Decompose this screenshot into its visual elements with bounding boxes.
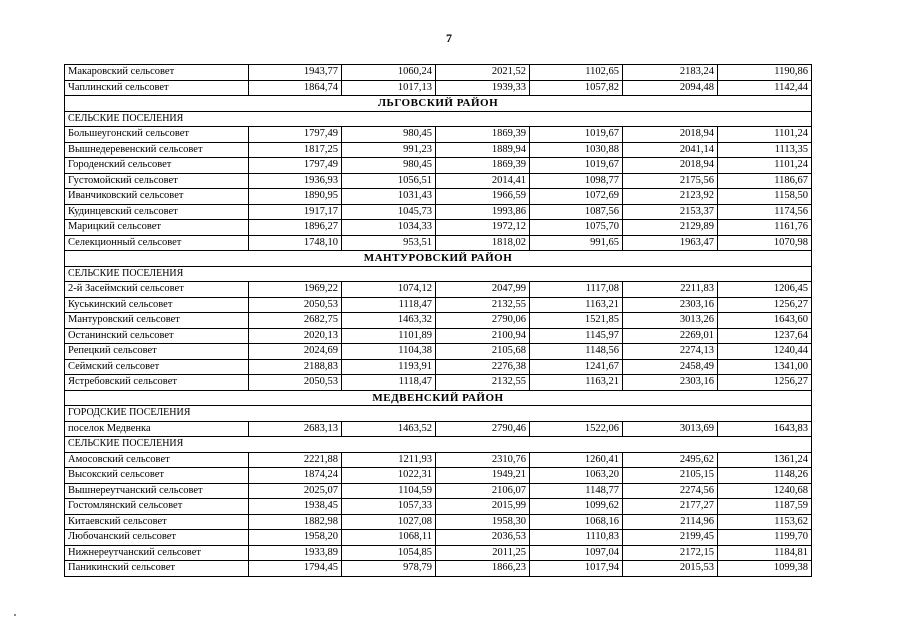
district-name: МЕДВЕНСКИЙ РАЙОН: [65, 390, 812, 406]
value-cell: 1030,88: [530, 142, 623, 158]
value-cell: 2269,01: [623, 328, 718, 344]
settlement-name: Марицкий сельсовет: [65, 220, 249, 236]
district-header-row: [65, 251, 812, 267]
value-cell: 1936,93: [249, 173, 342, 189]
value-cell: 2094,48: [623, 80, 718, 96]
value-cell: 1186,67: [718, 173, 812, 189]
value-cell: 2050,53: [249, 297, 342, 313]
table-row: [65, 561, 812, 577]
value-cell: 1193,91: [342, 359, 436, 375]
value-cell: 2303,16: [623, 375, 718, 391]
value-cell: 1017,94: [530, 561, 623, 577]
value-cell: 1163,21: [530, 297, 623, 313]
value-cell: 1104,59: [342, 483, 436, 499]
value-cell: 1240,68: [718, 483, 812, 499]
section-header-row: [65, 437, 812, 453]
value-cell: 2114,96: [623, 514, 718, 530]
value-cell: 2790,06: [436, 313, 530, 329]
value-cell: 2106,07: [436, 483, 530, 499]
value-cell: 1949,21: [436, 468, 530, 484]
value-cell: 1917,17: [249, 204, 342, 220]
value-cell: 2011,25: [436, 545, 530, 561]
value-cell: 1256,27: [718, 375, 812, 391]
value-cell: 953,51: [342, 235, 436, 251]
value-cell: 1034,33: [342, 220, 436, 236]
value-cell: 1260,41: [530, 452, 623, 468]
value-cell: 1969,22: [249, 282, 342, 298]
value-cell: 1101,89: [342, 328, 436, 344]
value-cell: 1211,93: [342, 452, 436, 468]
value-cell: 1963,47: [623, 235, 718, 251]
value-cell: 980,45: [342, 158, 436, 174]
value-cell: 1341,00: [718, 359, 812, 375]
value-cell: 1206,45: [718, 282, 812, 298]
value-cell: 2188,83: [249, 359, 342, 375]
value-cell: 1237,64: [718, 328, 812, 344]
value-cell: 1972,12: [436, 220, 530, 236]
table-row: [65, 545, 812, 561]
value-cell: 2036,53: [436, 530, 530, 546]
value-cell: 1068,16: [530, 514, 623, 530]
value-cell: 1118,47: [342, 297, 436, 313]
value-cell: 1890,95: [249, 189, 342, 205]
district-name: ЛЬГОВСКИЙ РАЙОН: [65, 96, 812, 112]
value-cell: 1142,44: [718, 80, 812, 96]
table-row: [65, 80, 812, 96]
value-cell: 1099,62: [530, 499, 623, 515]
value-cell: 1057,82: [530, 80, 623, 96]
value-cell: 1463,52: [342, 421, 436, 437]
page-number: 7: [446, 31, 452, 45]
value-cell: 1818,02: [436, 235, 530, 251]
value-cell: 991,23: [342, 142, 436, 158]
table-row: [65, 468, 812, 484]
value-cell: 991,65: [530, 235, 623, 251]
settlement-name: Репецкий сельсовет: [65, 344, 249, 360]
value-cell: 3013,69: [623, 421, 718, 437]
value-cell: 1184,81: [718, 545, 812, 561]
table-row: [65, 313, 812, 329]
value-cell: 1869,39: [436, 158, 530, 174]
settlement-name: Нижнереутчанский сельсовет: [65, 545, 249, 561]
value-cell: 978,79: [342, 561, 436, 577]
value-cell: 1817,25: [249, 142, 342, 158]
value-cell: 1099,38: [718, 561, 812, 577]
table-row: [65, 530, 812, 546]
value-cell: 2129,89: [623, 220, 718, 236]
value-cell: 2310,76: [436, 452, 530, 468]
value-cell: 1057,33: [342, 499, 436, 515]
settlement-name: Куськинский сельсовет: [65, 297, 249, 313]
value-cell: 1794,45: [249, 561, 342, 577]
value-cell: 1748,10: [249, 235, 342, 251]
value-cell: 2018,94: [623, 158, 718, 174]
settlement-name: Городенский сельсовет: [65, 158, 249, 174]
value-cell: 2050,53: [249, 375, 342, 391]
value-cell: 2014,41: [436, 173, 530, 189]
value-cell: 1889,94: [436, 142, 530, 158]
table-row: [65, 514, 812, 530]
value-cell: 1054,85: [342, 545, 436, 561]
section-label: СЕЛЬСКИЕ ПОСЕЛЕНИЯ: [65, 111, 812, 127]
value-cell: 1104,38: [342, 344, 436, 360]
value-cell: 2211,83: [623, 282, 718, 298]
value-cell: 2105,68: [436, 344, 530, 360]
table-row: [65, 421, 812, 437]
value-cell: 1158,50: [718, 189, 812, 205]
value-cell: 1522,06: [530, 421, 623, 437]
district-name: МАНТУРОВСКИЙ РАЙОН: [65, 251, 812, 267]
value-cell: 1060,24: [342, 65, 436, 81]
value-cell: 1056,51: [342, 173, 436, 189]
value-cell: 1939,33: [436, 80, 530, 96]
value-cell: 1864,74: [249, 80, 342, 96]
value-cell: 2025,07: [249, 483, 342, 499]
table-row: [65, 235, 812, 251]
value-cell: 2221,88: [249, 452, 342, 468]
table-row: [65, 359, 812, 375]
table-row: [65, 499, 812, 515]
value-cell: 2303,16: [623, 297, 718, 313]
value-cell: 1463,32: [342, 313, 436, 329]
tariff-table: [64, 64, 812, 577]
settlement-name: Вышнедеревенский сельсовет: [65, 142, 249, 158]
value-cell: 1943,77: [249, 65, 342, 81]
value-cell: 1101,24: [718, 127, 812, 143]
value-cell: 2274,13: [623, 344, 718, 360]
settlement-name: 2-й Засеймский сельсовет: [65, 282, 249, 298]
scan-speck: [14, 614, 16, 616]
value-cell: 2132,55: [436, 297, 530, 313]
settlement-name: Гостомлянский сельсовет: [65, 499, 249, 515]
value-cell: 1958,30: [436, 514, 530, 530]
value-cell: 2020,13: [249, 328, 342, 344]
value-cell: 1153,62: [718, 514, 812, 530]
table-row: [65, 204, 812, 220]
district-header-row: [65, 390, 812, 406]
value-cell: 1933,89: [249, 545, 342, 561]
settlement-name: Высокский сельсовет: [65, 468, 249, 484]
value-cell: 1521,85: [530, 313, 623, 329]
section-header-row: [65, 406, 812, 422]
value-cell: 1148,26: [718, 468, 812, 484]
value-cell: 1148,56: [530, 344, 623, 360]
value-cell: 1199,70: [718, 530, 812, 546]
value-cell: 1063,20: [530, 468, 623, 484]
value-cell: 1643,60: [718, 313, 812, 329]
settlement-name: Макаровский сельсовет: [65, 65, 249, 81]
value-cell: 2015,53: [623, 561, 718, 577]
value-cell: 1966,59: [436, 189, 530, 205]
value-cell: 2175,56: [623, 173, 718, 189]
table-row: [65, 483, 812, 499]
table-row: [65, 297, 812, 313]
settlement-name: Мантуровский сельсовет: [65, 313, 249, 329]
value-cell: 2015,99: [436, 499, 530, 515]
value-cell: 2177,27: [623, 499, 718, 515]
value-cell: 1797,49: [249, 158, 342, 174]
value-cell: 1022,31: [342, 468, 436, 484]
value-cell: 1174,56: [718, 204, 812, 220]
value-cell: 1017,13: [342, 80, 436, 96]
value-cell: 1241,67: [530, 359, 623, 375]
value-cell: 2274,56: [623, 483, 718, 499]
value-cell: 1087,56: [530, 204, 623, 220]
value-cell: 1958,20: [249, 530, 342, 546]
value-cell: 1361,24: [718, 452, 812, 468]
value-cell: 1869,39: [436, 127, 530, 143]
value-cell: 1643,83: [718, 421, 812, 437]
section-label: СЕЛЬСКИЕ ПОСЕЛЕНИЯ: [65, 437, 812, 453]
table-row: [65, 65, 812, 81]
table-row: [65, 452, 812, 468]
settlement-name: Селекционный сельсовет: [65, 235, 249, 251]
value-cell: 3013,26: [623, 313, 718, 329]
value-cell: 1110,83: [530, 530, 623, 546]
value-cell: 1874,24: [249, 468, 342, 484]
table-row: [65, 173, 812, 189]
settlement-name: Густомойский сельсовет: [65, 173, 249, 189]
value-cell: 1882,98: [249, 514, 342, 530]
settlement-name: Ястребовский сельсовет: [65, 375, 249, 391]
value-cell: 2153,37: [623, 204, 718, 220]
value-cell: 1019,67: [530, 158, 623, 174]
value-cell: 2683,13: [249, 421, 342, 437]
value-cell: 1190,86: [718, 65, 812, 81]
table-row: [65, 282, 812, 298]
settlement-name: Иванчиковский сельсовет: [65, 189, 249, 205]
table-row: [65, 158, 812, 174]
value-cell: 2458,49: [623, 359, 718, 375]
settlement-name: Останинский сельсовет: [65, 328, 249, 344]
section-header-row: [65, 266, 812, 282]
settlement-name: поселок Медвенка: [65, 421, 249, 437]
table-row: [65, 220, 812, 236]
value-cell: 1117,08: [530, 282, 623, 298]
section-label: СЕЛЬСКИЕ ПОСЕЛЕНИЯ: [65, 266, 812, 282]
value-cell: 1866,23: [436, 561, 530, 577]
settlement-name: Вышнереутчанский сельсовет: [65, 483, 249, 499]
settlement-name: Кудинцевский сельсовет: [65, 204, 249, 220]
value-cell: 2132,55: [436, 375, 530, 391]
value-cell: 2041,14: [623, 142, 718, 158]
value-cell: 1163,21: [530, 375, 623, 391]
value-cell: 1070,98: [718, 235, 812, 251]
value-cell: 1097,04: [530, 545, 623, 561]
district-header-row: [65, 96, 812, 112]
value-cell: 1045,73: [342, 204, 436, 220]
value-cell: 1256,27: [718, 297, 812, 313]
value-cell: 1896,27: [249, 220, 342, 236]
value-cell: 2199,45: [623, 530, 718, 546]
settlement-name: Любочанский сельсовет: [65, 530, 249, 546]
value-cell: 1148,77: [530, 483, 623, 499]
value-cell: 1938,45: [249, 499, 342, 515]
value-cell: 1068,11: [342, 530, 436, 546]
value-cell: 1027,08: [342, 514, 436, 530]
table-row: [65, 344, 812, 360]
value-cell: 1102,65: [530, 65, 623, 81]
value-cell: 1187,59: [718, 499, 812, 515]
value-cell: 1145,97: [530, 328, 623, 344]
value-cell: 1101,24: [718, 158, 812, 174]
settlement-name: Чаплинский сельсовет: [65, 80, 249, 96]
value-cell: 1113,35: [718, 142, 812, 158]
value-cell: 2172,15: [623, 545, 718, 561]
value-cell: 2682,75: [249, 313, 342, 329]
settlement-name: Амосовский сельсовет: [65, 452, 249, 468]
value-cell: 2021,52: [436, 65, 530, 81]
value-cell: 1072,69: [530, 189, 623, 205]
settlement-name: Сеймский сельсовет: [65, 359, 249, 375]
settlement-name: Паникинский сельсовет: [65, 561, 249, 577]
section-header-row: [65, 111, 812, 127]
value-cell: 2018,94: [623, 127, 718, 143]
value-cell: 1993,86: [436, 204, 530, 220]
section-label: ГОРОДСКИЕ ПОСЕЛЕНИЯ: [65, 406, 812, 422]
value-cell: 980,45: [342, 127, 436, 143]
value-cell: 2183,24: [623, 65, 718, 81]
value-cell: 2123,92: [623, 189, 718, 205]
value-cell: 1074,12: [342, 282, 436, 298]
value-cell: 2790,46: [436, 421, 530, 437]
value-cell: 2276,38: [436, 359, 530, 375]
value-cell: 1075,70: [530, 220, 623, 236]
value-cell: 2024,69: [249, 344, 342, 360]
settlement-name: Китаевский сельсовет: [65, 514, 249, 530]
value-cell: 1118,47: [342, 375, 436, 391]
value-cell: 1031,43: [342, 189, 436, 205]
value-cell: 2495,62: [623, 452, 718, 468]
table-row: [65, 375, 812, 391]
value-cell: 1161,76: [718, 220, 812, 236]
value-cell: 1240,44: [718, 344, 812, 360]
value-cell: 1098,77: [530, 173, 623, 189]
table-row: [65, 328, 812, 344]
value-cell: 2100,94: [436, 328, 530, 344]
settlement-name: Большеугонский сельсовет: [65, 127, 249, 143]
table-row: [65, 142, 812, 158]
value-cell: 2047,99: [436, 282, 530, 298]
value-cell: 1019,67: [530, 127, 623, 143]
table-row: [65, 189, 812, 205]
value-cell: 2105,15: [623, 468, 718, 484]
value-cell: 1797,49: [249, 127, 342, 143]
table-row: [65, 127, 812, 143]
